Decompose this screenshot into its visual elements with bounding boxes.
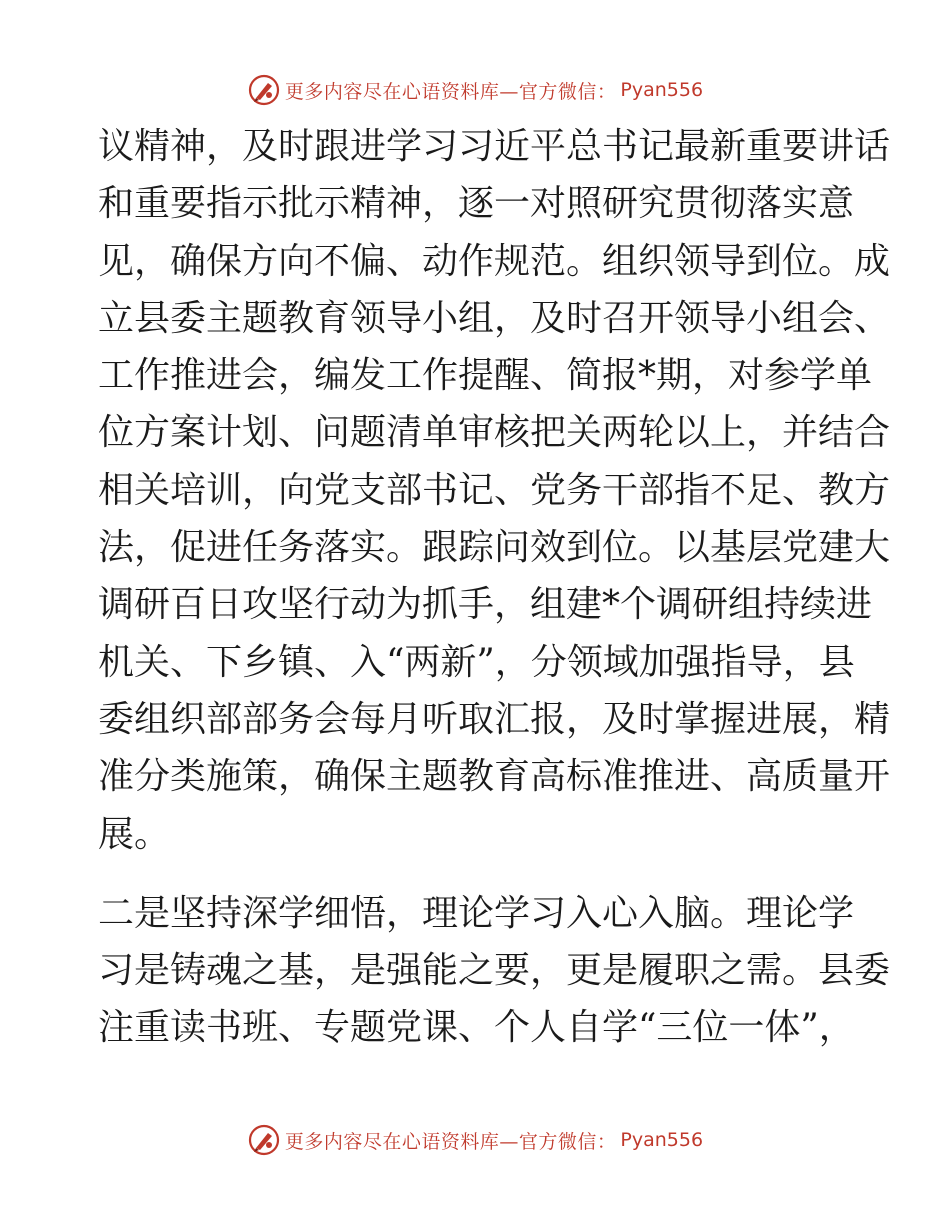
text-line: 议精神，及时跟进学习习近平总书记最新重要讲话 xyxy=(98,126,891,167)
pen-logo-icon xyxy=(247,1123,281,1157)
text-line: 和重要指示批示精神，逐一对照研究贯彻落实意 xyxy=(98,183,855,225)
paragraph-2 xyxy=(98,885,891,1057)
watermark-text: 更多内容尽在心语资料库—官方微信： xyxy=(284,1130,617,1153)
header-watermark xyxy=(0,70,950,110)
text-line: 见，确保方向不偏、动作规范。组织领导到位。成 xyxy=(98,240,891,282)
watermark-text: 更多内容尽在心语资料库—官方微信： xyxy=(284,80,617,103)
text-line: 注重读书班、专题党课、个人自学“三位一体”， xyxy=(98,1007,855,1049)
text-line: 调研百日攻坚行动为抓手，组建*个调研组持续进 xyxy=(98,584,873,626)
text-line: 委组织部部务会每月听取汇报，及时掌握进展，精 xyxy=(98,698,891,740)
text-line: 立县委主题教育领导小组，及时召开领导小组会、 xyxy=(98,297,891,339)
pen-logo-icon xyxy=(247,73,281,107)
text-line: 机关、下乡镇、入“两新”，分领域加强指导，县 xyxy=(98,641,855,683)
text-line: 位方案计划、问题清单审核把关两轮以上，并结合 xyxy=(98,412,891,454)
watermark-wechat-id: Pyan556 xyxy=(620,1129,704,1151)
text-line: 准分类施策，确保主题教育高标准推进、高质量开 xyxy=(98,756,891,798)
watermark-wechat-id: Pyan556 xyxy=(620,79,704,101)
text-line: 法，促进任务落实。跟踪问效到位。以基层党建大 xyxy=(98,527,891,569)
paragraph-1 xyxy=(98,118,891,863)
text-line: 二是坚持深学细悟，理论学习入心入脑。理论学 xyxy=(98,892,855,934)
paragraph-spacer xyxy=(98,863,858,885)
footer-watermark xyxy=(0,1120,950,1160)
text-line: 展。 xyxy=(98,813,171,855)
text-line: 工作推进会，编发工作提醒、简报*期，对参学单 xyxy=(98,355,873,397)
text-line: 相关培训，向党支部书记、党务干部指不足、教方 xyxy=(98,469,891,511)
document-body xyxy=(98,118,891,1057)
text-line: 习是铸魂之基，是强能之要，更是履职之需。县委 xyxy=(98,950,891,992)
